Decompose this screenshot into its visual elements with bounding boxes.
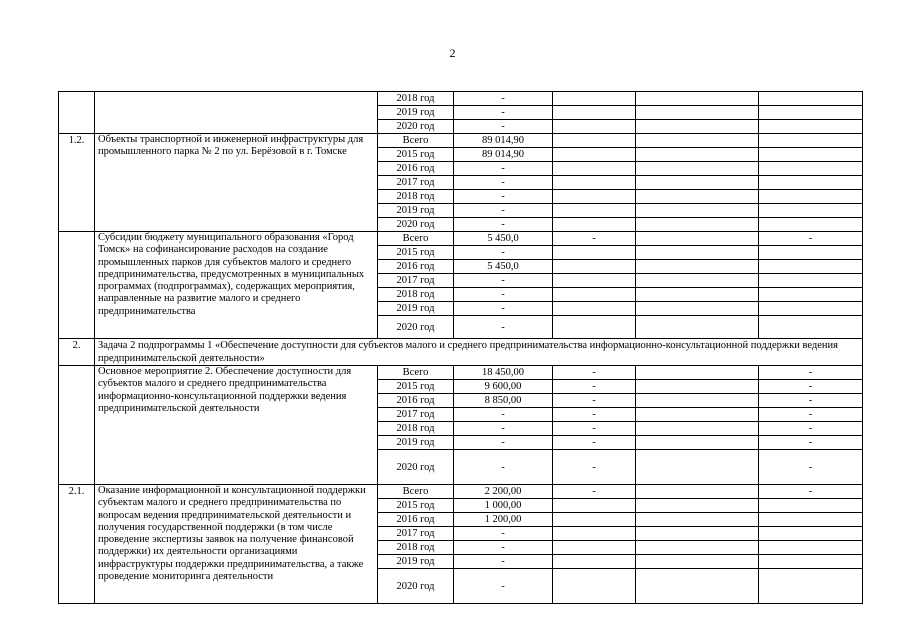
amount-cell [636,120,759,134]
period-label: 2018 год [378,422,454,436]
measure-name [95,92,378,134]
amount-cell [553,176,636,190]
row-number [59,92,95,134]
amount-cell: - [454,555,553,569]
amount-cell [759,302,863,316]
period-label: 2017 год [378,274,454,288]
amount-cell [759,499,863,513]
amount-cell: - [759,408,863,422]
period-label: 2018 год [378,92,454,106]
amount-cell [553,288,636,302]
amount-cell [759,316,863,339]
measure-name: Объекты транспортной и инженерной инфраструктуры для промышленного парка № 2 по ул. Берёзовой в г. Томске [95,134,378,232]
amount-cell [636,450,759,485]
amount-cell [636,436,759,450]
amount-cell [636,92,759,106]
amount-cell [636,513,759,527]
amount-cell: - [454,190,553,204]
amount-cell: 89 014,90 [454,134,553,148]
amount-cell [759,148,863,162]
amount-cell [636,380,759,394]
amount-cell: - [454,436,553,450]
amount-cell: - [759,422,863,436]
amount-cell [636,148,759,162]
amount-cell [759,527,863,541]
row-number [59,366,95,485]
amount-cell [553,148,636,162]
amount-cell [759,190,863,204]
amount-cell [636,204,759,218]
period-label: 2015 год [378,246,454,260]
amount-cell [553,499,636,513]
amount-cell [553,106,636,120]
amount-cell [759,120,863,134]
amount-cell [636,246,759,260]
amount-cell [636,394,759,408]
amount-cell [759,555,863,569]
task-title: Задача 2 подпрограммы 1 «Обеспечение доступности для субъектов малого и среднего предпринимательства информационно-консультационной поддержки ведения предпринимательской деятельности» [95,339,863,366]
amount-cell: - [759,436,863,450]
amount-cell: 18 450,00 [454,366,553,380]
amount-cell [759,162,863,176]
amount-cell: 9 600,00 [454,380,553,394]
amount-cell [636,422,759,436]
amount-cell [759,541,863,555]
amount-cell [759,569,863,604]
amount-cell: - [454,218,553,232]
measure-name: Основное мероприятие 2. Обеспечение доступности для субъектов малого и среднего предпринимательства информационно-консультационной поддержки ведения предпринимательской деятельности [95,366,378,485]
period-label: 2017 год [378,408,454,422]
amount-cell [553,260,636,274]
amount-cell: - [454,527,553,541]
amount-cell [553,274,636,288]
budget-table [58,91,863,604]
amount-cell: - [553,394,636,408]
period-label: 2020 год [378,569,454,604]
amount-cell [636,302,759,316]
amount-cell [636,176,759,190]
amount-cell [553,316,636,339]
period-label: 2018 год [378,190,454,204]
amount-cell: 5 450,0 [454,232,553,246]
period-label: 2020 год [378,316,454,339]
task-row [59,339,863,366]
amount-cell [636,569,759,604]
amount-cell [553,218,636,232]
amount-cell [553,162,636,176]
amount-cell: - [759,380,863,394]
amount-cell [759,176,863,190]
amount-cell [553,569,636,604]
amount-cell [636,260,759,274]
amount-cell [759,246,863,260]
amount-cell [553,134,636,148]
period-label: 2020 год [378,120,454,134]
period-label: 2016 год [378,394,454,408]
row-number: 2. [59,339,95,366]
period-label: 2018 год [378,541,454,555]
amount-cell [759,106,863,120]
amount-cell: - [759,366,863,380]
amount-cell: - [759,485,863,499]
period-label: Всего [378,485,454,499]
amount-cell [636,541,759,555]
period-label: Всего [378,232,454,246]
period-label: Всего [378,366,454,380]
amount-cell: - [454,92,553,106]
period-label: 2016 год [378,513,454,527]
period-label: 2019 год [378,302,454,316]
period-label: 2017 год [378,176,454,190]
table-row [59,134,863,148]
amount-cell [553,92,636,106]
amount-cell [553,555,636,569]
amount-cell: 1 000,00 [454,499,553,513]
amount-cell: - [454,569,553,604]
amount-cell: - [454,316,553,339]
period-label: 2020 год [378,450,454,485]
amount-cell: - [553,366,636,380]
amount-cell [636,218,759,232]
amount-cell: - [454,204,553,218]
amount-cell [553,541,636,555]
amount-cell: - [759,394,863,408]
period-label: 2016 год [378,260,454,274]
amount-cell: - [553,450,636,485]
amount-cell [759,92,863,106]
amount-cell [636,106,759,120]
period-label: 2017 год [378,527,454,541]
amount-cell: 89 014,90 [454,148,553,162]
amount-cell: - [553,380,636,394]
amount-cell [636,499,759,513]
table-row [59,92,863,106]
amount-cell [636,527,759,541]
amount-cell: - [454,162,553,176]
amount-cell [636,485,759,499]
period-label: 2019 год [378,204,454,218]
amount-cell [553,527,636,541]
amount-cell: - [553,485,636,499]
amount-cell [759,288,863,302]
row-number: 2.1. [59,485,95,604]
amount-cell: - [454,106,553,120]
amount-cell [636,555,759,569]
amount-cell [636,366,759,380]
amount-cell [636,408,759,422]
amount-cell: - [454,302,553,316]
amount-cell [759,513,863,527]
row-number: 1.2. [59,134,95,232]
page-number: 2 [449,46,456,60]
row-number [59,232,95,339]
amount-cell: - [454,422,553,436]
amount-cell: 8 850,00 [454,394,553,408]
amount-cell: - [759,450,863,485]
period-label: 2016 год [378,162,454,176]
amount-cell [759,260,863,274]
amount-cell: - [553,408,636,422]
period-label: 2020 год [378,218,454,232]
period-label: 2019 год [378,106,454,120]
table-row [59,232,863,246]
amount-cell: - [454,541,553,555]
amount-cell: - [553,422,636,436]
amount-cell [553,513,636,527]
period-label: 2019 год [378,436,454,450]
period-label: 2019 год [378,555,454,569]
amount-cell [636,190,759,204]
amount-cell [553,120,636,134]
amount-cell [636,316,759,339]
amount-cell [553,190,636,204]
measure-name: Оказание информационной и консультационной поддержки субъектам малого и среднего предпринимательства по вопросам ведения предпринимательской деятельности и получения государственной поддержки (в том числе проведение экспертизы заявок на получение финансовой поддержки) их деятельности организациями инфраструктуры поддержки предпринимательства, а также проведение мониторинга деятельности [95,485,378,604]
amount-cell: 2 200,00 [454,485,553,499]
amount-cell [636,162,759,176]
period-label: 2018 год [378,288,454,302]
amount-cell: - [553,232,636,246]
amount-cell [759,218,863,232]
amount-cell [636,232,759,246]
period-label: Всего [378,134,454,148]
period-label: 2015 год [378,148,454,162]
amount-cell: - [454,120,553,134]
amount-cell [636,288,759,302]
period-label: 2015 год [378,499,454,513]
amount-cell: - [454,246,553,260]
amount-cell: - [454,408,553,422]
amount-cell: - [454,176,553,190]
amount-cell [553,204,636,218]
period-label: 2015 год [378,380,454,394]
amount-cell [553,246,636,260]
amount-cell: - [454,274,553,288]
table-row [59,485,863,499]
amount-cell [636,134,759,148]
amount-cell: 5 450,0 [454,260,553,274]
amount-cell [759,204,863,218]
amount-cell [636,274,759,288]
amount-cell: - [759,232,863,246]
amount-cell: - [454,288,553,302]
amount-cell [759,274,863,288]
amount-cell: - [553,436,636,450]
measure-name: Субсидии бюджету муниципального образования «Город Томск» на софинансирование расходов на создание промышленных парков для субъектов малого и среднего предпринимательства, предусмотренных в муниципальных программах (подпрограммах), содержащих мероприятия, направленные на развитие малого и среднего предпринимательства [95,232,378,339]
table-row [59,366,863,380]
amount-cell: - [454,450,553,485]
amount-cell [553,302,636,316]
amount-cell: 1 200,00 [454,513,553,527]
amount-cell [759,134,863,148]
